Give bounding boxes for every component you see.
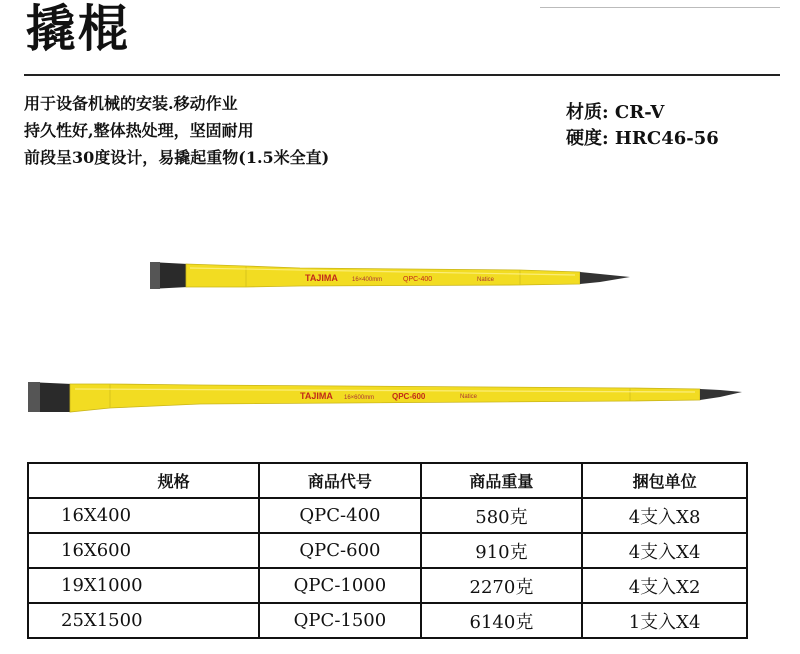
material-spec: 材质: CR-V (566, 102, 665, 123)
cell-code: QPC-400 (259, 498, 421, 533)
cell-weight: 6140克 (421, 603, 582, 638)
crowbar-image-qpc-400 (150, 262, 630, 289)
cell-code: QPC-600 (259, 533, 421, 568)
cell-spec: 16X600 (28, 533, 259, 568)
cell-package: 4支入X8 (582, 498, 747, 533)
cell-code: QPC-1000 (259, 568, 421, 603)
crowbar-image-qpc-600 (28, 382, 742, 412)
cell-weight: 910克 (421, 533, 582, 568)
description-line: 前段呈30度设计，易撬起重物(1.5米全直) (24, 148, 330, 167)
table-row (28, 603, 747, 638)
model-label: QPC-600 (392, 392, 426, 401)
note-label: Natice (460, 394, 478, 400)
header-cell-weight: 商品重量 (421, 463, 582, 498)
size-label: 16×400mm (352, 277, 383, 283)
page-title: 撬棍 (26, 0, 130, 58)
cell-code: QPC-1500 (259, 603, 421, 638)
cell-spec: 25X1500 (28, 603, 259, 638)
cell-spec: 16X400 (28, 498, 259, 533)
brand-label: TAJIMA (300, 391, 333, 401)
size-label: 16×600mm (344, 395, 375, 401)
table-row (28, 568, 747, 603)
table-row (28, 533, 747, 568)
cell-package: 1支入X4 (582, 603, 747, 638)
spec-table (27, 462, 748, 639)
cell-weight: 2270克 (421, 568, 582, 603)
brand-label: TAJIMA (305, 273, 338, 283)
table-header-row (28, 463, 747, 498)
cell-package: 4支入X4 (582, 533, 747, 568)
header-cell-package: 捆包单位 (582, 463, 747, 498)
cell-weight: 580克 (421, 498, 582, 533)
cell-package: 4支入X2 (582, 568, 747, 603)
description-line: 持久性好,整体热处理，坚固耐用 (24, 121, 254, 140)
header-cell-spec: 规格 (28, 463, 259, 498)
note-label: Natice (477, 277, 495, 283)
table-row (28, 498, 747, 533)
cell-spec: 19X1000 (28, 568, 259, 603)
model-label: QPC-400 (403, 276, 433, 283)
hardness-spec: 硬度: HRC46-56 (566, 128, 719, 149)
description-line: 用于设备机械的安装.移动作业 (24, 94, 238, 113)
header-cell-code: 商品代号 (259, 463, 421, 498)
